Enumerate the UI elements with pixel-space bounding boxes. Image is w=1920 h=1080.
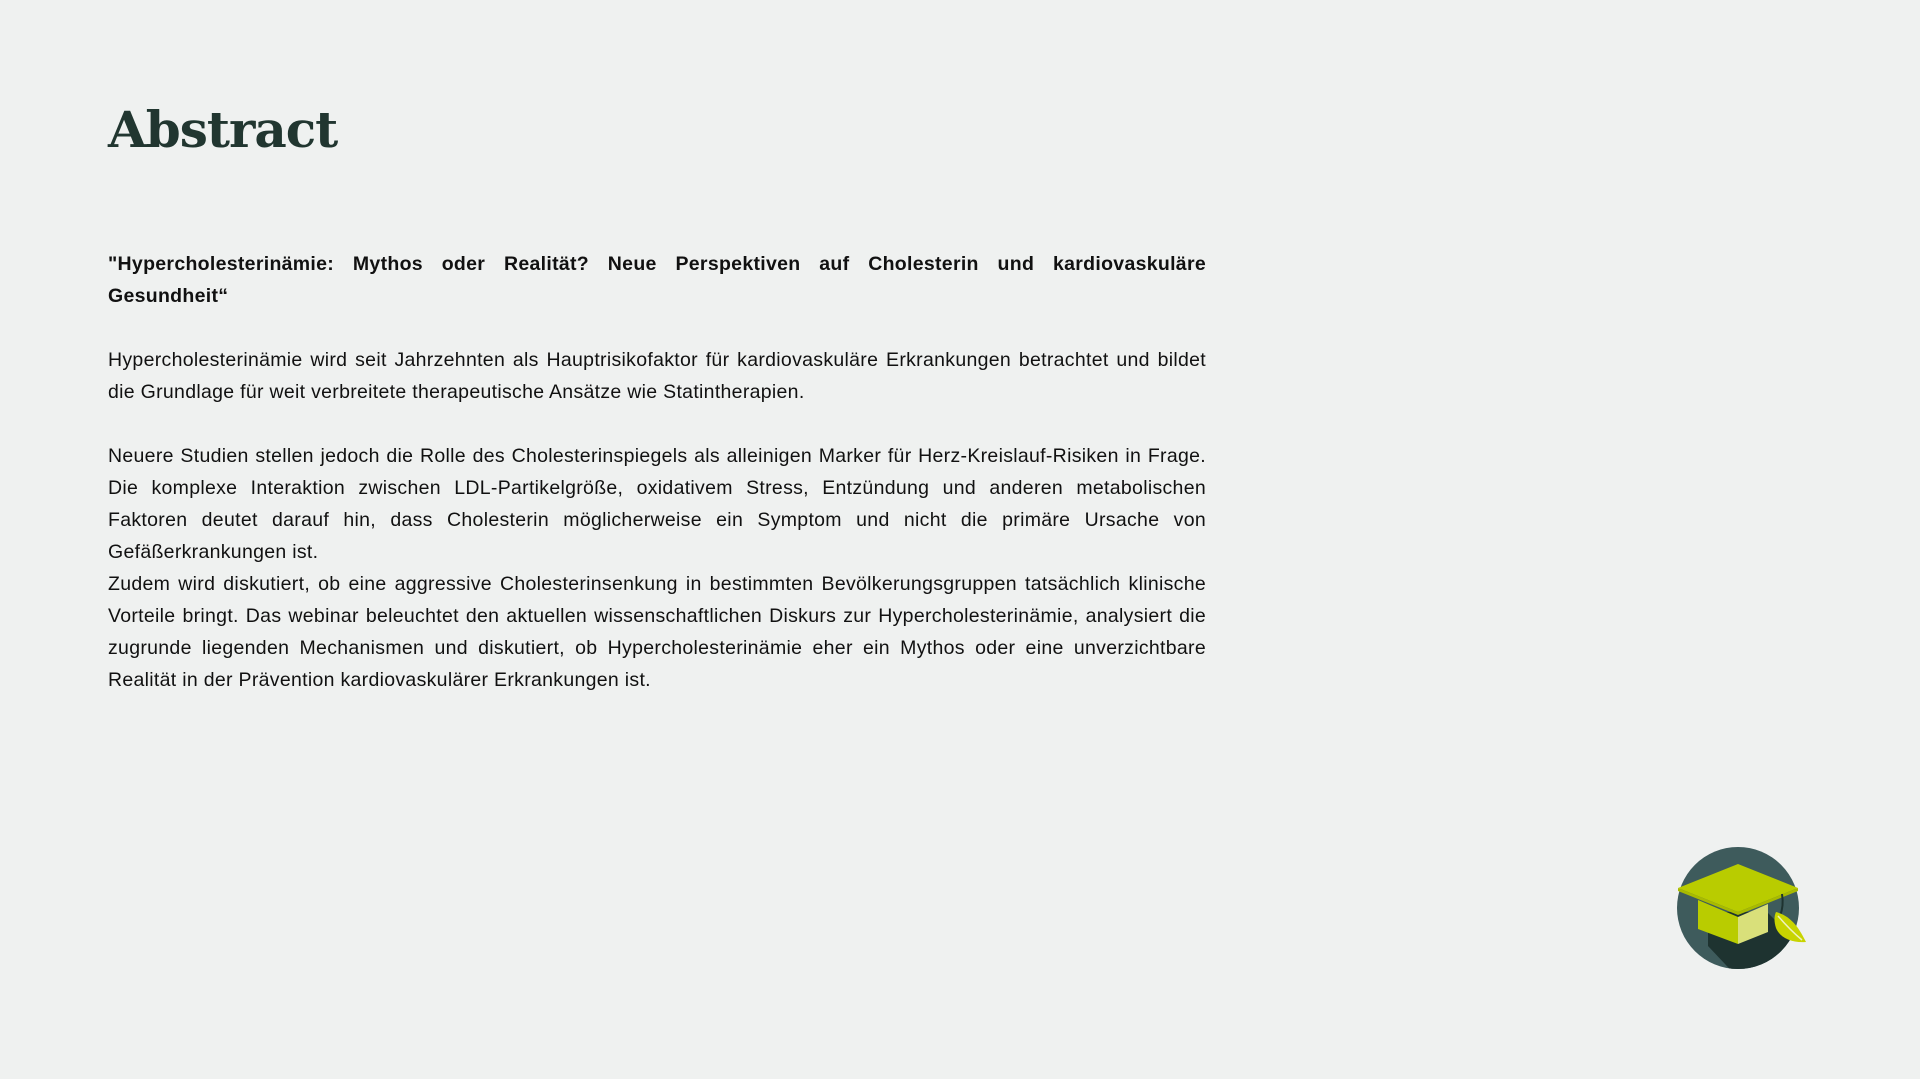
graduation-cap-icon <box>1672 842 1812 982</box>
abstract-subtitle: "Hypercholesterinämie: Mythos oder Realität? Neue Perspektiven auf Cholesterin und kardiovaskuläre Gesundheit“ <box>108 253 1206 307</box>
abstract-body <box>108 248 1206 696</box>
abstract-paragraph-1: Hypercholesterinämie wird seit Jahrzehnten als Hauptrisikofaktor für kardiovaskuläre Erkrankungen betrachtet und bildet die Grundlage für weit verbreitete therapeutische Ansätze wie Statintherapien. <box>108 349 1206 403</box>
abstract-paragraph-2: Neuere Studien stellen jedoch die Rolle des Cholesterinspiegels als alleinigen Marker für Herz-Kreislauf-Risiken in Frage. Die komplexe Interaktion zwischen LDL-Partikelgröße, oxidativem Stress, Entzündung und anderen metabolischen Faktoren deutet darauf hin, dass Cholesterin möglicherweise ein Symptom und nicht die primäre Ursache von Gefäßerkrankungen ist. <box>108 445 1206 563</box>
page-title: Abstract <box>108 100 338 159</box>
abstract-paragraph-3: Zudem wird diskutiert, ob eine aggressive Cholesterinsenkung in bestimmten Bevölkerungsgruppen tatsächlich klinische Vorteile bringt. Das webinar beleuchtet den aktuellen wissenschaftlichen Diskurs zur Hypercholesterinämie, analysiert die zugrunde liegenden Mechanismen und diskutiert, ob Hypercholesterinämie eher ein Mythos oder eine unverzichtbare Realität in der Prävention kardiovaskulärer Erkrankungen ist. <box>108 573 1206 691</box>
